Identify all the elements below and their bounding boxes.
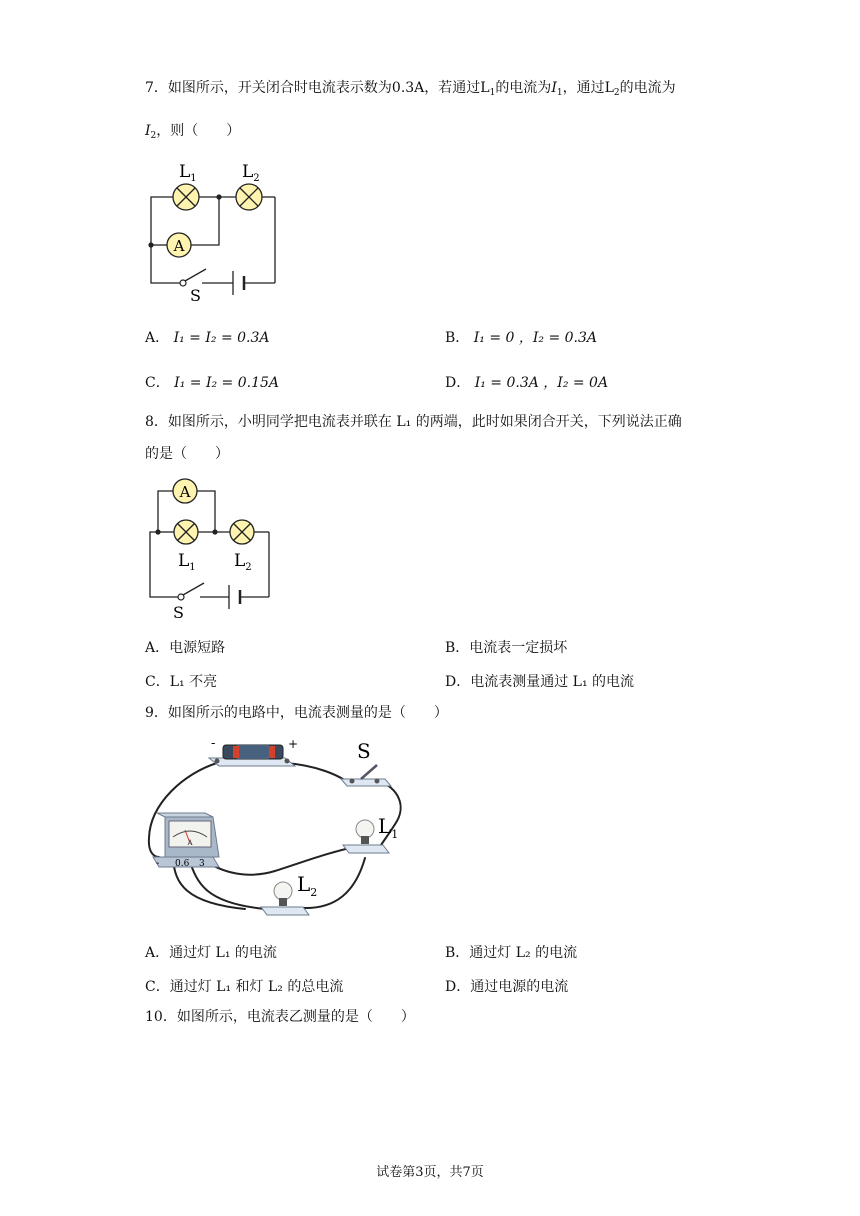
- q8-stem-line2: 的是（ ）: [145, 446, 229, 462]
- q8-lamp-l2: [230, 520, 254, 544]
- q7-option-b[interactable]: B． I₁ = 0 ，I₂ = 0.3A: [445, 330, 598, 346]
- q7-option-c[interactable]: C． I₁ = I₂ = 0.15A: [145, 375, 280, 391]
- q8-label-switch: S: [173, 603, 184, 622]
- q9-meter-letter: A: [187, 839, 193, 847]
- q9-label-l2: $L_2$: [297, 872, 318, 899]
- q9-circuit-photo: [145, 733, 415, 923]
- q9-meter-terminal-06: 0.6: [175, 859, 190, 869]
- q7-circuit-diagram: [140, 155, 290, 305]
- q7-ammeter-label: A: [173, 237, 185, 255]
- q7-option-a[interactable]: A． I₁ = I₂ = 0.3A: [145, 330, 270, 346]
- q7-option-d[interactable]: D． I₁ = 0.3A ，I₂ = 0A: [445, 375, 609, 391]
- q7-label-l1: $L_1$: [179, 162, 197, 184]
- q8-option-a[interactable]: A．电源短路: [145, 640, 226, 656]
- page-footer: 试卷第3页，共7页: [376, 1165, 484, 1180]
- q10-stem: 10．如图所示，电流表乙测量的是（ ）: [145, 1009, 415, 1025]
- q8-ammeter-label: A: [179, 483, 191, 501]
- q9-option-a[interactable]: A．通过灯 L₁ 的电流: [145, 945, 277, 961]
- q9-switch: [341, 765, 391, 786]
- q9-meter-terminal-neg: -: [156, 858, 160, 869]
- q7-stem-line2: $I_2$，则（ ）: [145, 123, 241, 141]
- q7-label-l2: $L_2$: [242, 162, 260, 184]
- q8-label-l1: $L_1$: [178, 551, 196, 573]
- q8-label-l2: $L_2$: [234, 551, 252, 573]
- q7-junction-middle: [216, 194, 221, 199]
- q9-battery-positive: +: [288, 737, 299, 751]
- q7-junction-left: [148, 242, 153, 247]
- q7-switch-pivot: [180, 280, 186, 286]
- q9-option-d[interactable]: D．通过电源的电流: [445, 979, 569, 995]
- q9-option-b[interactable]: B．通过灯 L₂ 的电流: [445, 945, 578, 961]
- q9-stem: 9．如图所示的电路中，电流表测量的是（ ）: [145, 705, 448, 721]
- q8-stem-line1: 8．如图所示，小明同学把电流表并联在 L₁ 的两端，此时如果闭合开关，下列说法正确: [145, 414, 682, 430]
- q9-label-l1: $L_1$: [378, 814, 399, 841]
- q8-junction-right: [212, 529, 217, 534]
- q8-option-b[interactable]: B．电流表一定损坏: [445, 640, 568, 656]
- q7-label-switch: S: [190, 286, 201, 305]
- q7-lamp-l1: [173, 184, 199, 210]
- q8-lamp-l1: [174, 520, 198, 544]
- q9-battery: [209, 745, 295, 766]
- q7-lamp-l2: [236, 184, 262, 210]
- q8-junction-left: [155, 529, 160, 534]
- q9-option-c[interactable]: C．通过灯 L₁ 和灯 L₂ 的总电流: [145, 979, 344, 995]
- q9-battery-negative: -: [211, 736, 216, 751]
- q7-stem-line1: 7．如图所示，开关闭合时电流表示数为0.3A，若通过$L_1$的电流为$I_1$，通过$L_2$的电流为: [145, 80, 676, 98]
- q8-option-c[interactable]: C．L₁ 不亮: [145, 674, 218, 690]
- q8-switch-pivot: [178, 594, 184, 600]
- q8-circuit-diagram: [140, 472, 280, 622]
- q9-label-switch: S: [357, 739, 371, 763]
- q8-option-d[interactable]: D．电流表测量通过 L₁ 的电流: [445, 674, 635, 690]
- q9-meter-terminal-3: 3: [199, 859, 205, 869]
